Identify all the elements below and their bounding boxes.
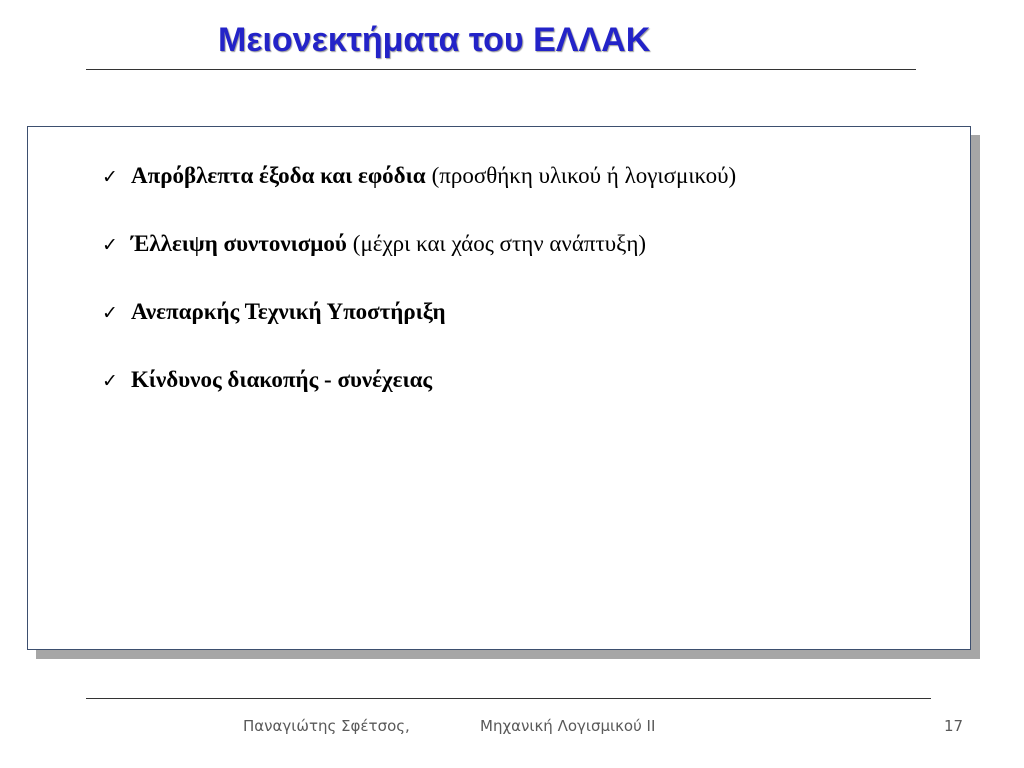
bullet-detail-text: (μέχρι και χάος στην ανάπτυξη) <box>352 231 647 256</box>
bullet-item <box>102 299 962 367</box>
bullet-detail-text: (προσθήκη υλικού ή λογισμικού) <box>431 163 737 188</box>
bullet-bold-text: Ανεπαρκής Τεχνική Υποστήριξη <box>131 299 446 324</box>
title-divider <box>86 69 916 70</box>
footer-author: Παναγιώτης Σφέτσος, <box>243 717 410 735</box>
footer-divider <box>86 698 931 699</box>
bullet-bold-text: Έλλειψη συντονισμού <box>131 231 347 256</box>
checkmark-icon: ✓ <box>102 370 118 392</box>
footer-course: Μηχανική Λογισμικού ΙΙ <box>480 717 656 735</box>
bullet-list <box>102 163 962 435</box>
bullet-item <box>102 163 962 231</box>
slide-title: Μειονεκτήματα του ΕΛΛΑΚ <box>218 21 651 59</box>
bullet-item <box>102 367 962 435</box>
checkmark-icon: ✓ <box>102 302 118 324</box>
bullet-bold-text: Κίνδυνος διακοπής - συνέχειας <box>131 367 433 392</box>
page-number: 17 <box>944 717 964 735</box>
bullet-item <box>102 231 962 299</box>
bullet-bold-text: Απρόβλεπτα έξοδα και εφόδια <box>131 163 426 188</box>
checkmark-icon: ✓ <box>102 234 118 256</box>
checkmark-icon: ✓ <box>102 166 118 188</box>
